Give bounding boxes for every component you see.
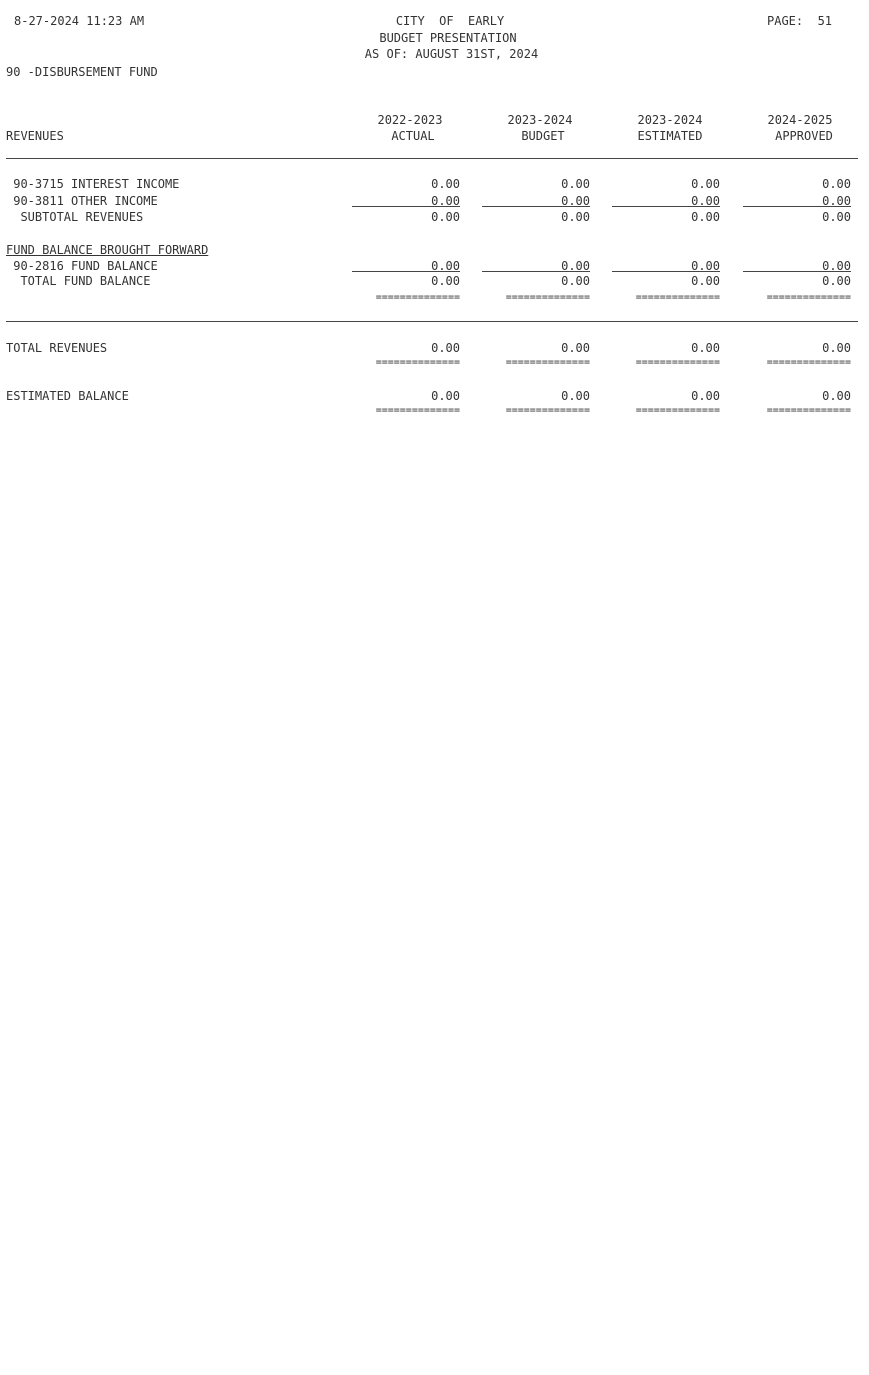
cell-actual: 0.00 <box>431 177 460 191</box>
cell-approved: 0.00 <box>822 274 851 288</box>
cell-budget: 0.00 <box>561 274 590 288</box>
cell-estimated: 0.00 <box>691 210 720 224</box>
cell-estimated: 0.00 <box>691 194 720 208</box>
underline-rule <box>482 206 590 207</box>
double-rule: ============== <box>375 405 460 416</box>
section-label: REVENUES <box>6 129 64 143</box>
cell-budget: 0.00 <box>561 210 590 224</box>
cell-approved: 0.00 <box>822 194 851 208</box>
cell-estimated: 0.00 <box>691 389 720 403</box>
cell-budget: 0.00 <box>561 341 590 355</box>
cell-approved: 0.00 <box>822 210 851 224</box>
double-rule: ============== <box>505 357 590 368</box>
underline-rule <box>743 206 851 207</box>
row-label-estimated-balance: ESTIMATED BALANCE <box>6 389 129 403</box>
underline-rule <box>612 271 720 272</box>
row-label-interest-income: 90-3715 INTEREST INCOME <box>6 177 180 191</box>
cell-estimated: 0.00 <box>691 274 720 288</box>
underline-rule <box>352 271 460 272</box>
col2-type: BUDGET <box>521 129 565 143</box>
col3-year: 2023-2024 <box>637 113 703 127</box>
cell-estimated: 0.00 <box>691 341 720 355</box>
cell-actual: 0.00 <box>431 389 460 403</box>
section-divider <box>6 321 858 322</box>
report-datetime: 8-27-2024 11:23 AM <box>14 14 145 28</box>
double-rule: ============== <box>375 357 460 368</box>
cell-actual: 0.00 <box>431 341 460 355</box>
cell-budget: 0.00 <box>561 259 590 273</box>
report-as-of: AS OF: AUGUST 31ST, 2024 <box>364 47 539 61</box>
cell-approved: 0.00 <box>822 341 851 355</box>
cell-actual: 0.00 <box>431 194 460 208</box>
underline-rule <box>743 271 851 272</box>
col2-year: 2023-2024 <box>507 113 573 127</box>
cell-budget: 0.00 <box>561 194 590 208</box>
cell-approved: 0.00 <box>822 259 851 273</box>
cell-estimated: 0.00 <box>691 259 720 273</box>
col4-type: APPROVED <box>775 129 833 143</box>
row-label-total-revenues: TOTAL REVENUES <box>6 341 108 355</box>
double-rule: ============== <box>375 292 460 303</box>
fund-title: 90 -DISBURSEMENT FUND <box>6 65 158 79</box>
fund-balance-heading: FUND BALANCE BROUGHT FORWARD <box>6 243 209 257</box>
cell-actual: 0.00 <box>431 274 460 288</box>
underline-rule <box>612 206 720 207</box>
cell-actual: 0.00 <box>431 259 460 273</box>
report-title: BUDGET PRESENTATION <box>379 31 517 45</box>
cell-approved: 0.00 <box>822 389 851 403</box>
col1-year: 2022-2023 <box>377 113 443 127</box>
col1-type: ACTUAL <box>391 129 435 143</box>
col4-year: 2024-2025 <box>767 113 833 127</box>
page-number: PAGE: 51 <box>767 14 833 28</box>
cell-budget: 0.00 <box>561 389 590 403</box>
header-divider <box>6 158 858 159</box>
row-label-other-income: 90-3811 OTHER INCOME <box>6 194 158 208</box>
cell-approved: 0.00 <box>822 177 851 191</box>
row-label-fund-balance: 90-2816 FUND BALANCE <box>6 259 158 273</box>
double-rule: ============== <box>766 292 851 303</box>
cell-budget: 0.00 <box>561 177 590 191</box>
underline-rule <box>352 206 460 207</box>
city-name: CITY OF EARLY <box>395 14 505 28</box>
double-rule: ============== <box>635 405 720 416</box>
double-rule: ============== <box>505 292 590 303</box>
double-rule: ============== <box>505 405 590 416</box>
double-rule: ============== <box>635 292 720 303</box>
cell-actual: 0.00 <box>431 210 460 224</box>
double-rule: ============== <box>635 357 720 368</box>
double-rule: ============== <box>766 405 851 416</box>
row-label-total-fund-balance: TOTAL FUND BALANCE <box>6 274 151 288</box>
underline-rule <box>482 271 590 272</box>
cell-estimated: 0.00 <box>691 177 720 191</box>
double-rule: ============== <box>766 357 851 368</box>
col3-type: ESTIMATED <box>637 129 703 143</box>
row-label-subtotal-revenues: SUBTOTAL REVENUES <box>6 210 144 224</box>
